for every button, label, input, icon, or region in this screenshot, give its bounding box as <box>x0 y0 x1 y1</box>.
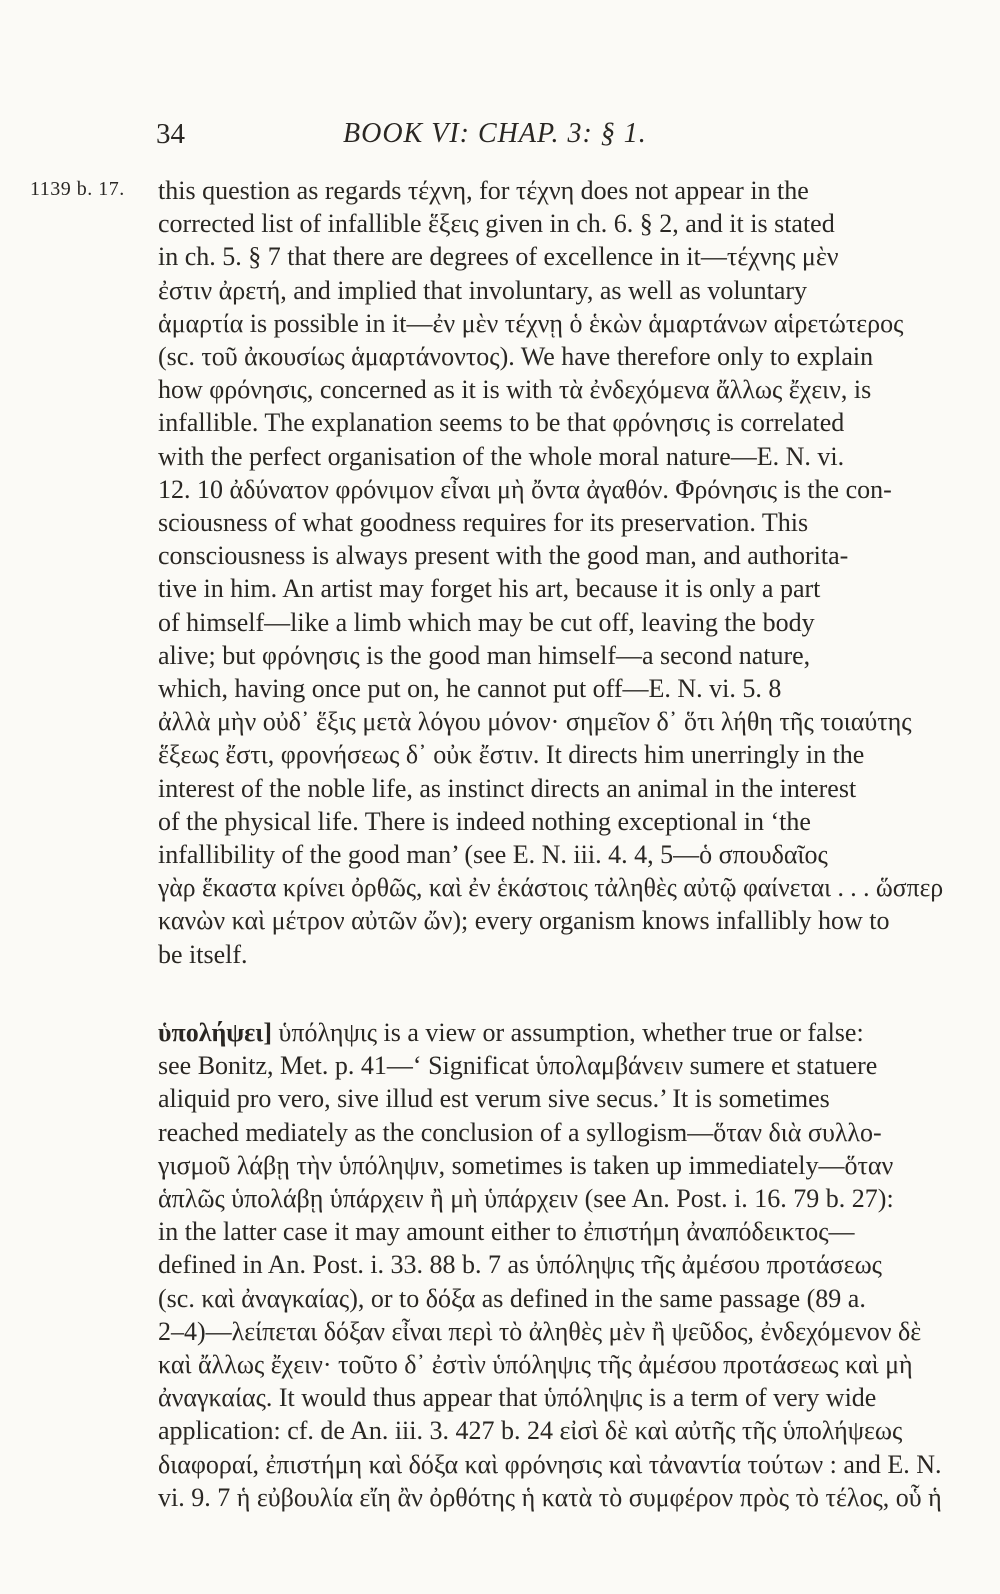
text-line: καὶ ἄλλως ἔχειν· τοῦτο δ᾽ ἐστὶν ὑπόληψις τῆς ἀμέσου προτάσεως καὶ μὴ <box>158 1350 913 1380</box>
text-line: ἀλλὰ μὴν οὐδ᾽ ἕξις μετὰ λόγου μόνον· σημεῖον δ᾽ ὅτι λήθη τῆς τοιαύτης <box>158 707 912 737</box>
text-line: of the physical life. There is indeed nothing exceptional in ‘the <box>158 806 811 836</box>
text-line: (sc. τοῦ ἀκουσίως ἁμαρτάνοντος). We have therefore only to explain <box>158 342 874 372</box>
text-line: see Bonitz, Met. p. 41—‘ Significat ὑπολαμβάνειν sumere et statuere <box>158 1051 878 1081</box>
page-header <box>0 118 1000 158</box>
margin-reference: 1139 b. 17. <box>30 178 125 200</box>
text-line: 12. 10 ἀδύνατον φρόνιμον εἶναι μὴ ὄντα ἀγαθόν. Φρόνησις is the con- <box>158 474 892 504</box>
text-line: alive; but φρόνησις is the good man himself—a second nature, <box>158 640 811 670</box>
text-line: defined in An. Post. i. 33. 88 b. 7 as ὑπόληψις τῆς ἀμέσου προτάσεως <box>158 1250 882 1280</box>
running-head: BOOK VI: CHAP. 3: § 1. <box>343 118 647 149</box>
commentary-paragraph-2 <box>158 1016 943 1514</box>
text-line: γισμοῦ λάβῃ τὴν ὑπόληψιν, sometimes is taken up immediately—ὅταν <box>158 1150 894 1180</box>
text-line: of himself—like a limb which may be cut off, leaving the body <box>158 607 815 637</box>
text-line: reached mediately as the conclusion of a syllogism—ὅταν διὰ συλλο- <box>158 1117 882 1147</box>
text-line: ἁμαρτία is possible in it—ἐν μὲν τέχνῃ ὁ ἑκὼν ἁμαρτάνων αἱρετώτερος <box>158 308 904 338</box>
text-line: ὑπόληψις is a view or assumption, whether true or false: <box>272 1018 864 1047</box>
text-line: sciousness of what goodness requires for its preservation. This <box>158 508 809 538</box>
text-line: application: cf. de An. iii. 3. 427 b. 24 εἰσὶ δὲ καὶ αὐτῆς τῆς ὑπολήψεως <box>158 1416 903 1446</box>
text-line: ἕξεως ἔστι, φρονήσεως δ᾽ οὐκ ἔστιν. It directs him unerringly in the <box>158 740 865 770</box>
text-line: tive in him. An artist may forget his art, because it is only a part <box>158 574 821 604</box>
text-line: infallibility of the good man’ (see E. N. iii. 4. 4, 5—ὁ σπουδαῖος <box>158 840 828 870</box>
text-line: in the latter case it may amount either to ἐπιστήμη ἀναπόδεικτος— <box>158 1217 855 1247</box>
text-line: corrected list of infallible ἕξεις given in ch. 6. § 2, and it is stated <box>158 209 835 239</box>
text-line: this question as regards τέχνη, for τέχνη does not appear in the <box>158 176 809 205</box>
text-line: how φρόνησις, concerned as it is with τὰ ἐνδεχόμενα ἄλλως ἔχειν, is <box>158 375 872 405</box>
text-line: ἁπλῶς ὑπολάβῃ ὑπάρχειν ἢ μὴ ὑπάρχειν (see An. Post. i. 16. 79 b. 27): <box>158 1184 894 1214</box>
text-line: κανὼν καὶ μέτρον αὐτῶν ὤν); every organism knows infallibly how to <box>158 906 890 936</box>
text-line: consciousness is always present with the good man, and authorita- <box>158 541 849 571</box>
text-line: in ch. 5. § 7 that there are degrees of excellence in it—τέχνης μὲν <box>158 242 839 272</box>
text-line: ἀναγκαίας. It would thus appear that ὑπόληψις is a term of very wide <box>158 1383 877 1413</box>
commentary-paragraph-1 <box>158 174 943 971</box>
text-line: vi. 9. 7 ἡ εὐβουλία εἴη ἂν ὀρθότης ἡ κατὰ τὸ συμφέρον πρὸς τὸ τέλος, οὗ ἡ <box>158 1482 942 1512</box>
text-line: 2–4)—λείπεται δόξαν εἶναι περὶ τὸ ἀληθὲς μὲν ἢ ψεῦδος, ἐνδεχόμενον δὲ <box>158 1316 922 1346</box>
text-line: διαφοραί, ἐπιστήμη καὶ δόξα καὶ φρόνησις καὶ τἀναντία τούτων : and E. N. <box>158 1449 942 1479</box>
text-line: with the perfect organisation of the whole moral nature—E. N. vi. <box>158 441 845 471</box>
text-line: ἐστιν ἀρετή, and implied that involuntary, as well as voluntary <box>158 275 808 305</box>
text-line: (sc. καὶ ἀναγκαίας), or to δόξα as defined in the same passage (89 a. <box>158 1283 866 1313</box>
text-line-with-lemma <box>158 1016 943 1049</box>
text-line: infallible. The explanation seems to be that φρόνησις is correlated <box>158 408 845 438</box>
text-line: interest of the noble life, as instinct directs an animal in the interest <box>158 773 857 803</box>
text-line: which, having once put on, he cannot put off—E. N. vi. 5. 8 <box>158 674 782 704</box>
text-line: be itself. <box>158 939 248 969</box>
text-line: aliquid pro vero, sive illud est verum sive secus.’ It is sometimes <box>158 1084 830 1114</box>
lemma: ὑπολήψει] <box>158 1018 272 1047</box>
text-line: γὰρ ἕκαστα κρίνει ὀρθῶς, καὶ ἐν ἑκάστοις τἀληθὲς αὐτῷ φαίνεται . . . ὥσπερ <box>158 873 944 903</box>
page-number: 34 <box>156 118 185 150</box>
